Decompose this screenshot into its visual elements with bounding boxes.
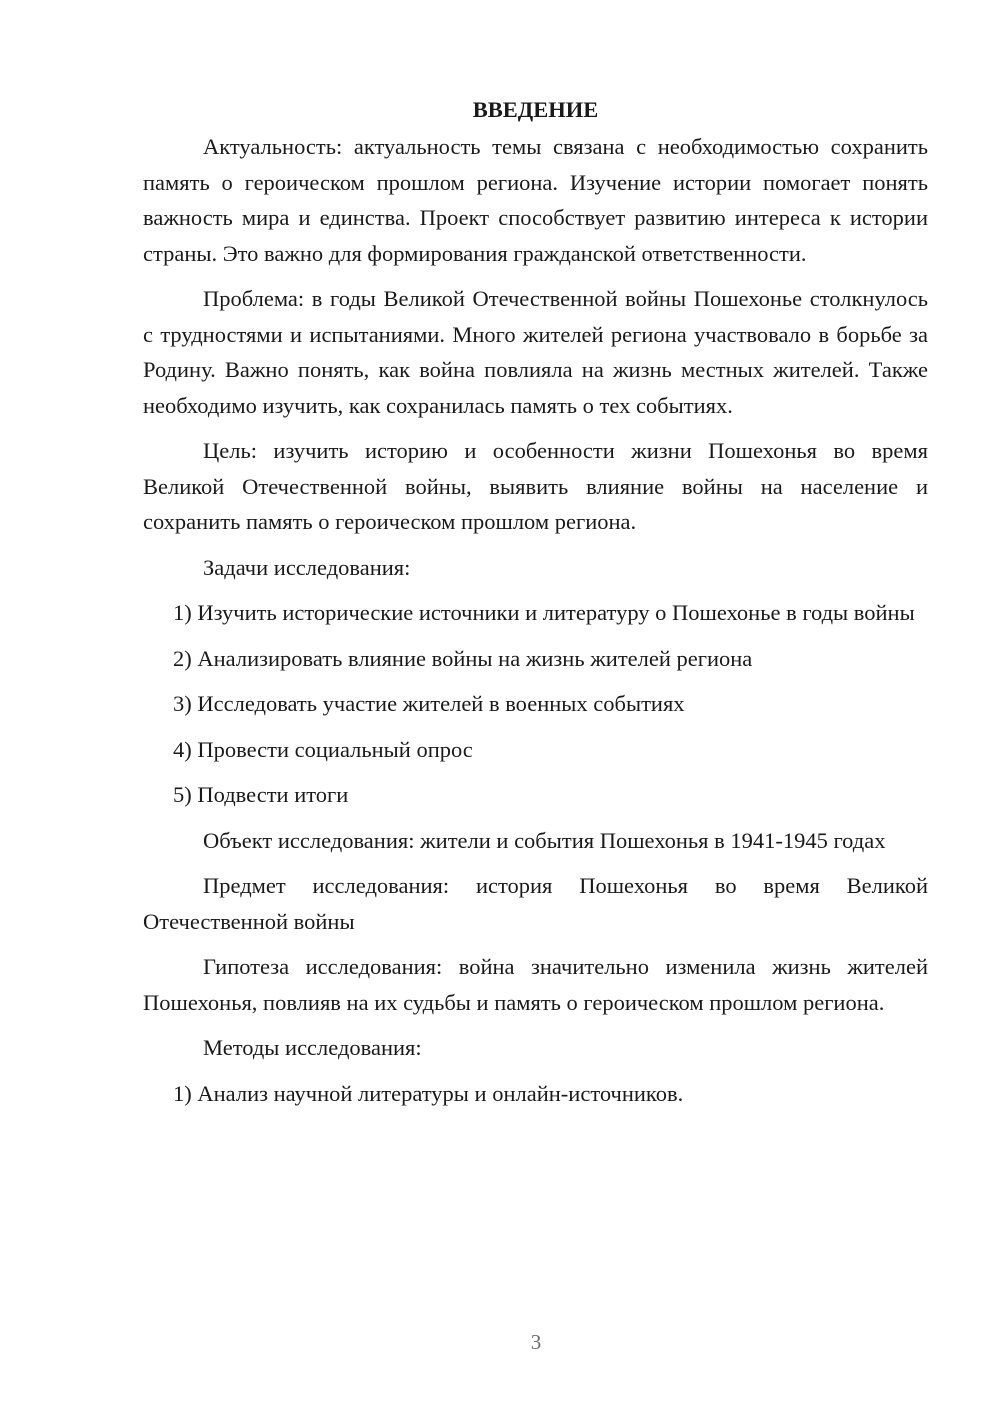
relevance-paragraph: Актуальность: актуальность темы связана с необходимостью сохранить память о героическом прошлом региона. Изучение истории помогает понять важность мира и единства. Проект способствует развитию интереса к истории страны. Это важно для формирования гражданской ответственности. bbox=[143, 134, 928, 266]
methods-title: Методы исследования: bbox=[203, 1035, 422, 1060]
hypothesis-paragraph: Гипотеза исследования: война значительно изменила жизнь жителей Пошехонья, повлияв на их судьбы и память о героическом прошлом региона. bbox=[143, 954, 928, 1015]
section-heading: ВВЕДЕНИЕ bbox=[472, 97, 599, 122]
task-item-5: 5) Подвести итоги bbox=[173, 782, 349, 807]
task-item-4: 4) Провести социальный опрос bbox=[173, 736, 473, 762]
task-item-2: 2) Анализировать влияние войны на жизнь жителей региона bbox=[173, 645, 753, 671]
tasks-title: Задачи исследования: bbox=[203, 554, 411, 580]
goal-paragraph: Цель: изучить историю и особенности жизни Пошехонья во время Великой Отечественной войны, выявить влияние войны на население и сохранить память о героическом прошлом региона. bbox=[143, 438, 928, 534]
page-number: 3 bbox=[530, 1330, 542, 1354]
task-item-3: 3) Исследовать участие жителей в военных событиях bbox=[173, 691, 685, 716]
object-paragraph: Объект исследования: жители и события Пошехонья в 1941-1945 годах bbox=[203, 827, 886, 853]
problem-paragraph: Проблема: в годы Великой Отечественной войны Пошехонье столкнулось с трудностями и испытаниями. Много жителей региона участвовало в борьбе за Родину. Важно понять, как война повлияла на жизнь местных жителей. Также необходимо изучить, как сохранилась память о тех событиях. bbox=[143, 286, 928, 418]
document-page bbox=[143, 92, 928, 1121]
subject-paragraph: Предмет исследования: история Пошехонья во время Великой Отечественной войны bbox=[143, 873, 928, 934]
method-item-1: 1) Анализ научной литературы и онлайн-источников. bbox=[173, 1080, 684, 1106]
task-item-1: 1) Изучить исторические источники и литературу о Пошехонье в годы войны bbox=[173, 600, 915, 625]
